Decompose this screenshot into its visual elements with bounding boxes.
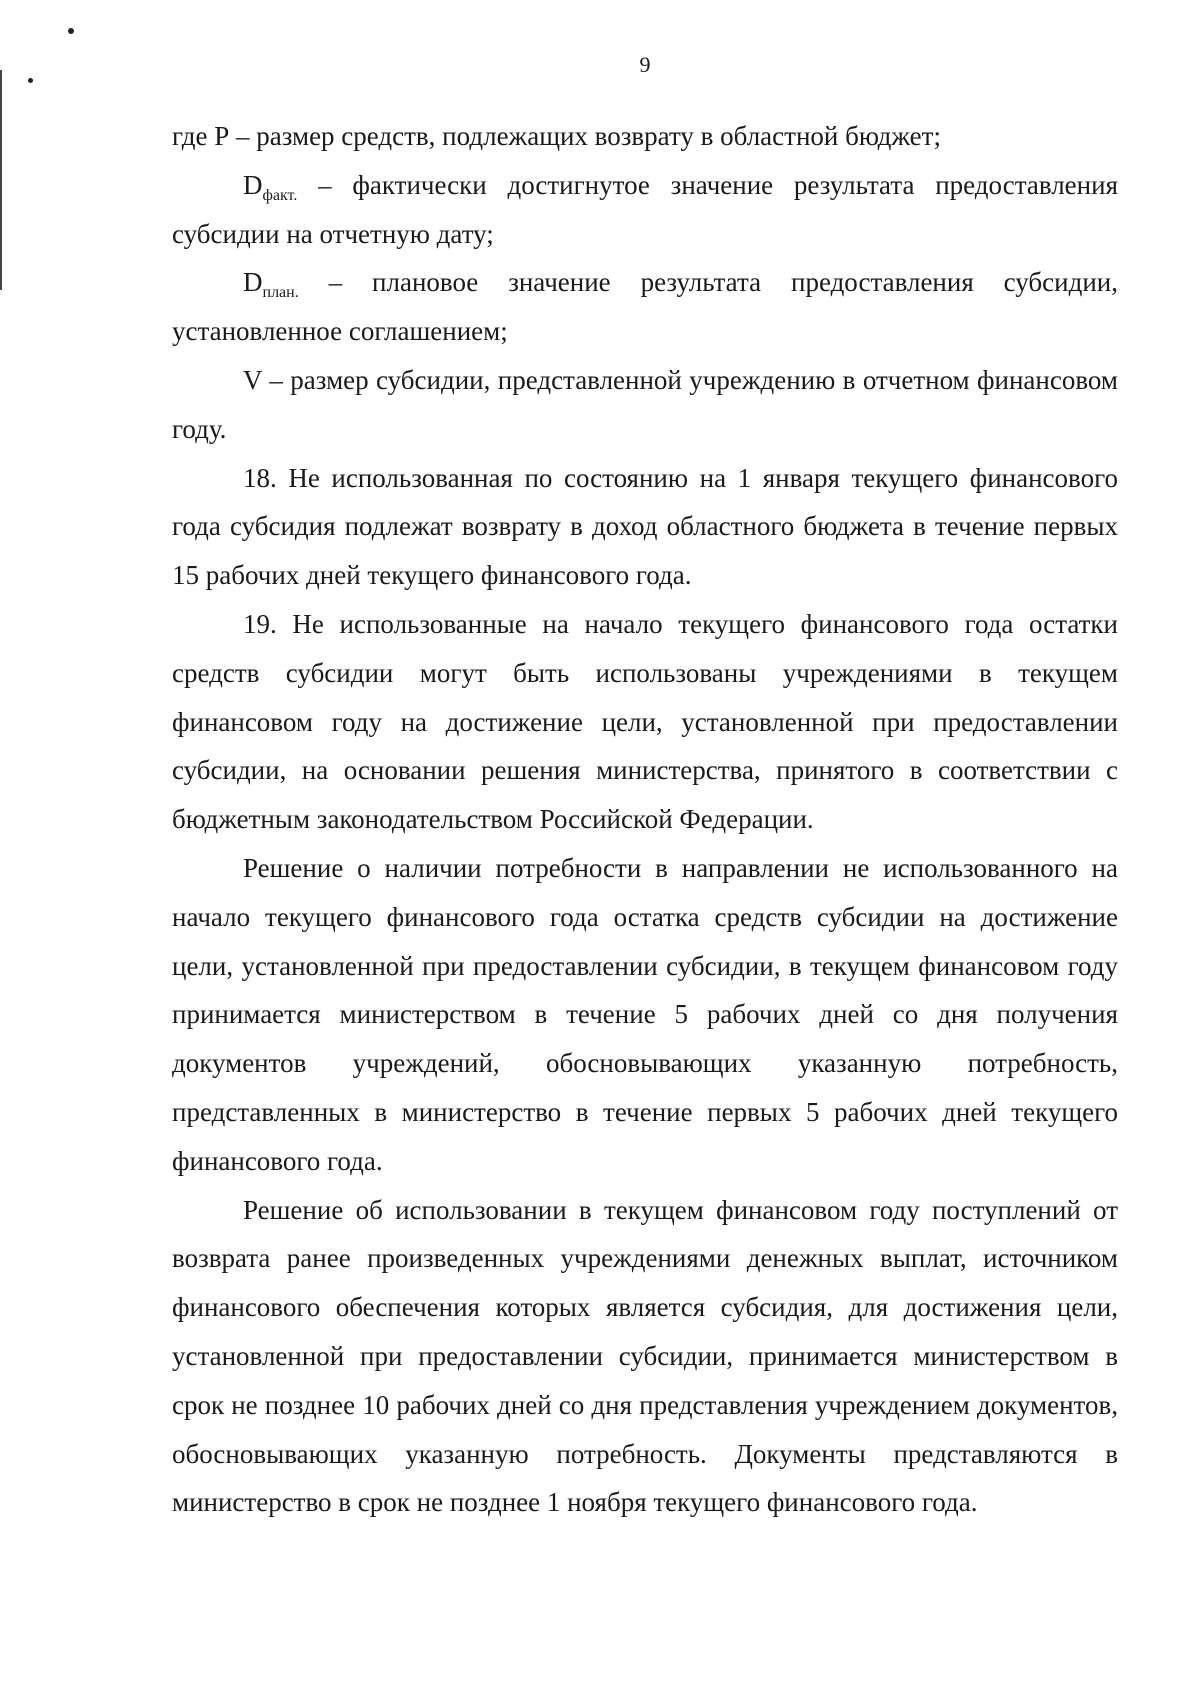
page-number: 9 <box>639 52 651 77</box>
scan-speck <box>28 78 33 83</box>
paragraph-d-fact <box>172 161 1118 259</box>
symbol-d-plan: D <box>243 267 263 298</box>
subscript-plan: план. <box>262 284 299 302</box>
paragraph-v-definition: V – размер субсидии, представленной учреждению в отчетном финансовом году. <box>172 364 1118 444</box>
paragraph-18: 18. Не использованная по состоянию на 1 января текущего финансового года субсидия подлежат возврату в доход областного бюджета в течение первых 15 рабочих дней текущего финансового года. <box>172 462 1118 591</box>
document-body <box>172 112 1118 1527</box>
paragraph-decision-remaining-funds: Решение о наличии потребности в направлении не использованного на начало текущего финансового года остатка средств субсидии на достижение цели, установленной при предоставлении субсидии, в текущем финансовом году принимается министерством в течение 5 рабочих дней со дня получения документов учреждений, обосновывающих указанную потребность, представленных в министерство в течение первых 5 рабочих дней текущего финансового года. <box>172 852 1118 1176</box>
paragraph-d-plan <box>172 258 1118 356</box>
paragraph-where-p: где Р – размер средств, подлежащих возврату в областной бюджет; <box>172 121 941 151</box>
d-fact-definition: – фактически достигнутое значение результата предоставления субсидии на отчетную дату; <box>172 169 1118 249</box>
d-plan-definition: – плановое значение результата предоставления субсидии, установленное соглашением; <box>172 267 1118 347</box>
paragraph-decision-returned-payments: Решение об использовании в текущем финансовом году поступлений от возврата ранее произведенных учреждениями денежных выплат, источником финансового обеспечения которых является субсидия, для достижения цели, установленной при предоставлении субсидии, принимается министерством в срок не позднее 10 рабочих дней со дня представления учреждением документов, обосновывающих указанную потребность. Документы представляются в министерство в срок не позднее 1 ноября текущего финансового года. <box>172 1194 1118 1518</box>
subscript-fact: факт. <box>262 186 298 204</box>
scan-speck <box>68 28 74 34</box>
paragraph-19: 19. Не использованные на начало текущего финансового года остатки средств субсидии могут быть использованы учреждениями в текущем финансовом году на достижение цели, установленной при предоставлении субсидии, на основании решения министерства, принятого в соответствии с бюджетным законодательством Российской Федерации. <box>172 608 1118 835</box>
scan-edge-mark <box>0 70 2 290</box>
symbol-d-fact: D <box>243 169 263 200</box>
